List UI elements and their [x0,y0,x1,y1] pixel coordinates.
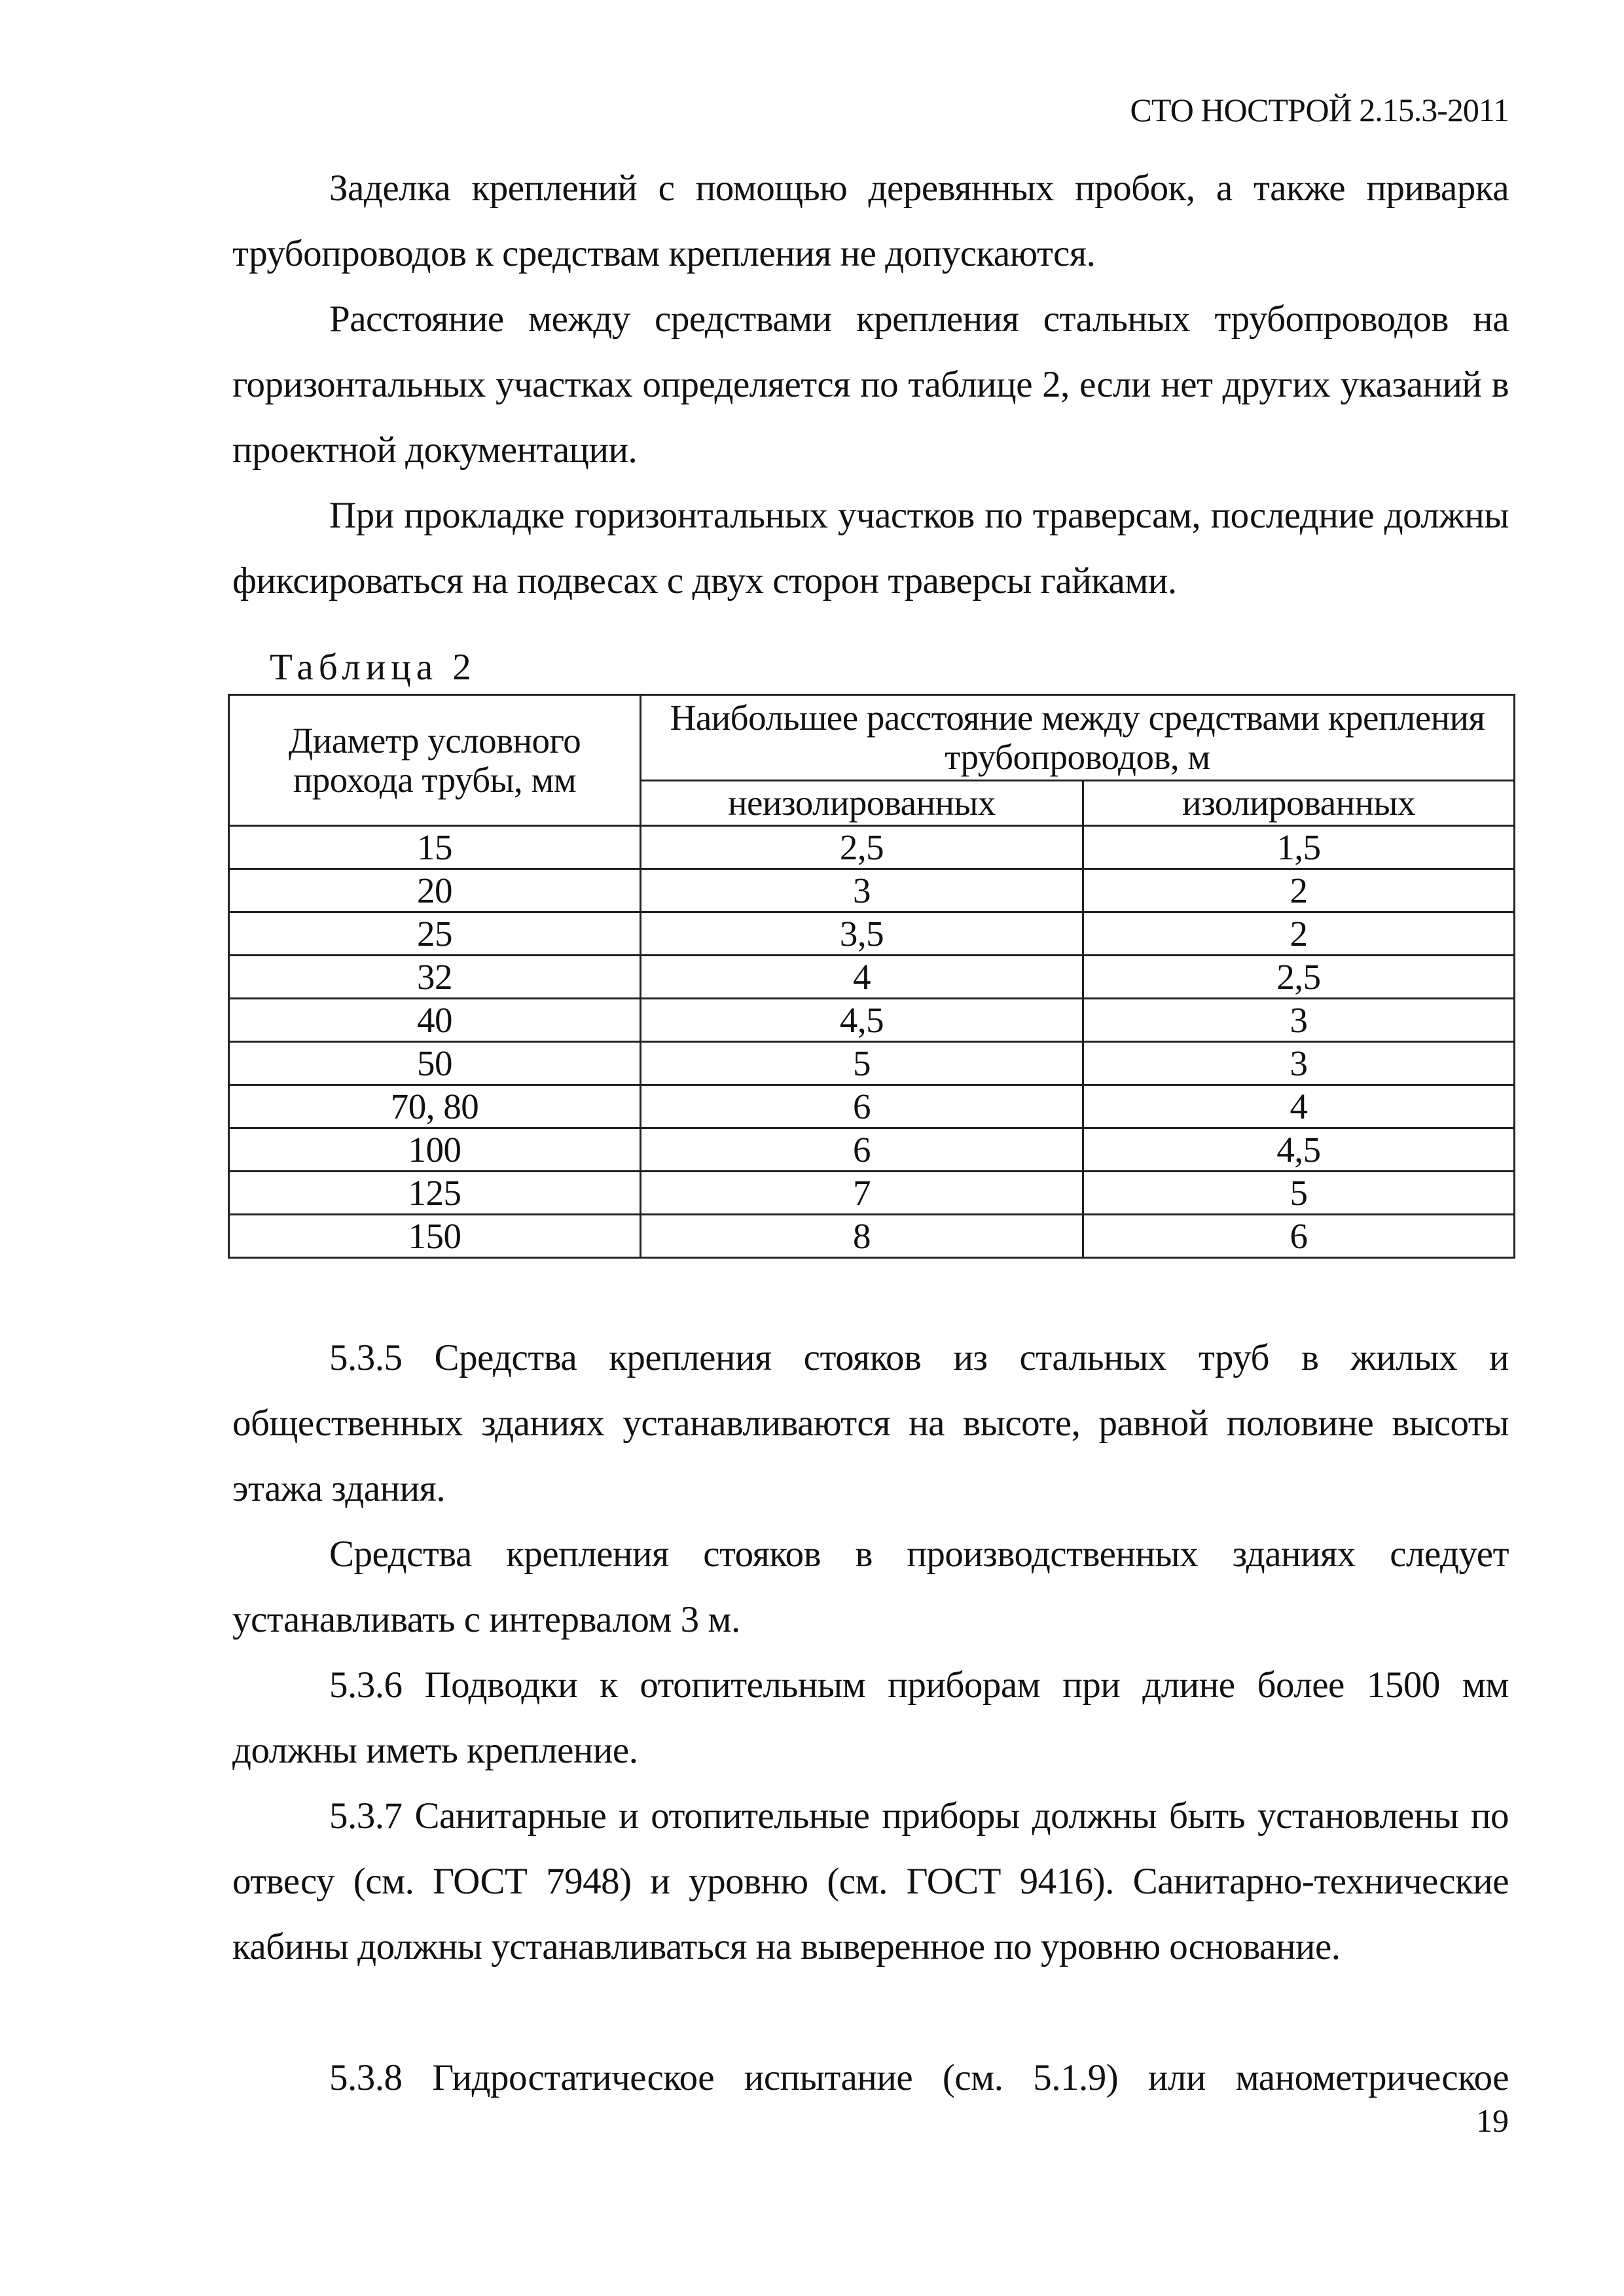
cell-uninsulated: 3 [641,869,1083,912]
header-diameter: Диаметр условного прохода трубы, мм [229,695,641,826]
cell-diameter: 125 [229,1172,641,1215]
header-insulated: изолированных [1083,781,1515,826]
paragraph-5-3-7: 5.3.7 Санитарные и отопительные приборы должны быть установлены по отвесу (см. ГОСТ 7948) и уровню (см. ГОСТ 9416). Санитарно-технические кабины должны устанавливаться на выверенное по уровню основание. [232,1795,1509,1967]
cell-diameter: 15 [229,826,641,869]
cell-diameter: 25 [229,912,641,956]
cell-uninsulated: 7 [641,1172,1083,1215]
table-row [229,1215,1515,1258]
cell-insulated: 3 [1083,1042,1515,1085]
cell-diameter: 100 [229,1128,641,1172]
page-number: 19 [1476,2102,1509,2139]
cell-diameter: 150 [229,1215,641,1258]
table-row [229,956,1515,999]
paragraph-5-3-5: 5.3.5 Средства крепления стояков из стальных труб в жилых и общественных зданиях устанавливаются на высоте, равной половине высоты этажа здания. [232,1337,1509,1509]
cell-uninsulated: 4,5 [641,999,1083,1042]
table-row [229,1042,1515,1085]
cell-insulated: 6 [1083,1215,1515,1258]
table-header-row [229,695,1515,781]
document-header: СТО НОСТРОЙ 2.15.3-2011 [1130,92,1509,128]
paragraph-5-3-6: 5.3.6 Подводки к отопительным приборам при длине более 1500 мм должны иметь крепление. [232,1664,1509,1771]
table-row [229,912,1515,956]
cell-uninsulated: 3,5 [641,912,1083,956]
cell-uninsulated: 2,5 [641,826,1083,869]
cell-uninsulated: 8 [641,1215,1083,1258]
table-row [229,826,1515,869]
cell-insulated: 4,5 [1083,1128,1515,1172]
cell-diameter: 70, 80 [229,1085,641,1128]
table-caption: Таблица 2 [270,647,477,688]
table-row [229,1172,1515,1215]
cell-insulated: 2,5 [1083,956,1515,999]
cell-diameter: 20 [229,869,641,912]
header-uninsulated: неизолированных [641,781,1083,826]
paragraph-horizontal-spacing: Расстояние между средствами крепления стальных трубопроводов на горизонтальных участках определяется по таблице 2, если нет других указаний в проектной документации. [232,298,1509,471]
cell-insulated: 4 [1083,1085,1515,1128]
cell-diameter: 32 [229,956,641,999]
paragraph-traverse-mounting: При прокладке горизонтальных участков по траверсам, последние должны фиксироваться на подвесах с двух сторон траверсы гайками. [232,495,1509,601]
cell-insulated: 2 [1083,869,1515,912]
cell-insulated: 5 [1083,1172,1515,1215]
paragraph-risers-industrial: Средства крепления стояков в производственных зданиях следует устанавливать с интервалом 3 м. [232,1534,1509,1640]
table-row [229,999,1515,1042]
cell-uninsulated: 6 [641,1128,1083,1172]
table-row [229,869,1515,912]
header-max-distance: Наибольшее расстояние между средствами крепления трубопроводов, м [641,695,1515,781]
cell-uninsulated: 5 [641,1042,1083,1085]
spacing-table [228,694,1515,1259]
table-row [229,1128,1515,1172]
cell-uninsulated: 6 [641,1085,1083,1128]
cell-uninsulated: 4 [641,956,1083,999]
cell-insulated: 3 [1083,999,1515,1042]
cell-insulated: 1,5 [1083,826,1515,869]
paragraph-5-3-8: 5.3.8 Гидростатическое испытание (см. 5.1.9) или манометрическое [329,2057,1509,2098]
paragraph-fastening-embedding: Заделка креплений с помощью деревянных пробок, а также приварка трубопроводов к средствам крепления не допускаются. [232,168,1509,274]
cell-insulated: 2 [1083,912,1515,956]
cell-diameter: 50 [229,1042,641,1085]
cell-diameter: 40 [229,999,641,1042]
table-row [229,1085,1515,1128]
